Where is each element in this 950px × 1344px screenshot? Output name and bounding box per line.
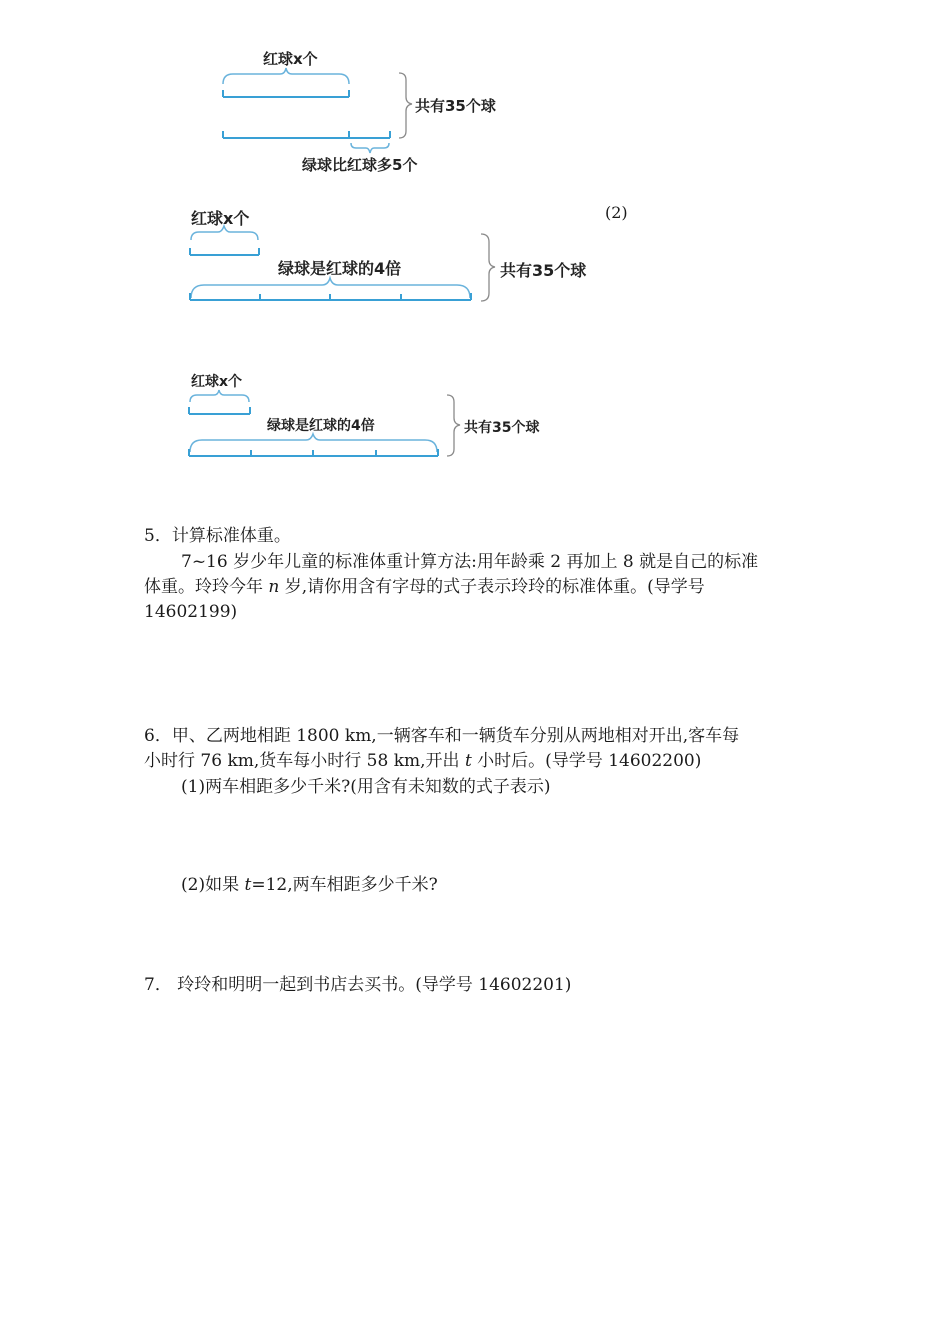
variable-t: t bbox=[244, 875, 252, 895]
total-label: 共有35个球 bbox=[500, 261, 587, 280]
total-label: 共有35个球 bbox=[415, 97, 496, 115]
red-label: 红球x个 bbox=[191, 374, 243, 390]
total-label: 共有35个球 bbox=[464, 420, 540, 436]
question-5-line-1: 7~16 岁少年儿童的标准体重计算方法:用年龄乘 2 再加上 8 就是自己的标准 bbox=[181, 552, 759, 572]
variable-n: n bbox=[268, 577, 280, 597]
green-label: 绿球是红球的4倍 bbox=[267, 418, 375, 434]
part-2-marker: (2) bbox=[605, 203, 628, 222]
green-brace bbox=[190, 434, 437, 452]
green-label: 绿球是红球的4倍 bbox=[278, 259, 402, 278]
green-label: 绿球比红球多5个 bbox=[302, 156, 418, 174]
red-label: 红球x个 bbox=[191, 209, 250, 228]
question-6-sub-2: (2)如果 t=12,两车相距多少千米? bbox=[181, 875, 438, 895]
diagram-3-graphic bbox=[0, 0, 950, 470]
question-5-line-3: 14602199) bbox=[144, 602, 238, 622]
question-6-line-1: 6．甲、乙两地相距 1800 km,一辆客车和一辆货车分别从两地相对开出,客车每 bbox=[144, 726, 740, 746]
red-brace bbox=[190, 390, 249, 402]
question-6-sub-1: (1)两车相距多少千米?(用含有未知数的式子表示) bbox=[181, 777, 551, 797]
question-7: 7． 玲玲和明明一起到书店去买书。(导学号 14602201) bbox=[144, 975, 572, 995]
question-6-line-2: 小时行 76 km,货车每小时行 58 km,开出 t 小时后。(导学号 14602200) bbox=[144, 751, 702, 771]
total-brace bbox=[447, 395, 460, 456]
question-5-title: 5．计算标准体重。 bbox=[144, 526, 291, 546]
question-5-line-2: 体重。玲玲今年 n 岁,请你用含有字母的式子表示玲玲的标准体重。(导学号 bbox=[144, 577, 705, 597]
variable-t: t bbox=[464, 751, 472, 771]
red-label: 红球x个 bbox=[263, 50, 318, 68]
